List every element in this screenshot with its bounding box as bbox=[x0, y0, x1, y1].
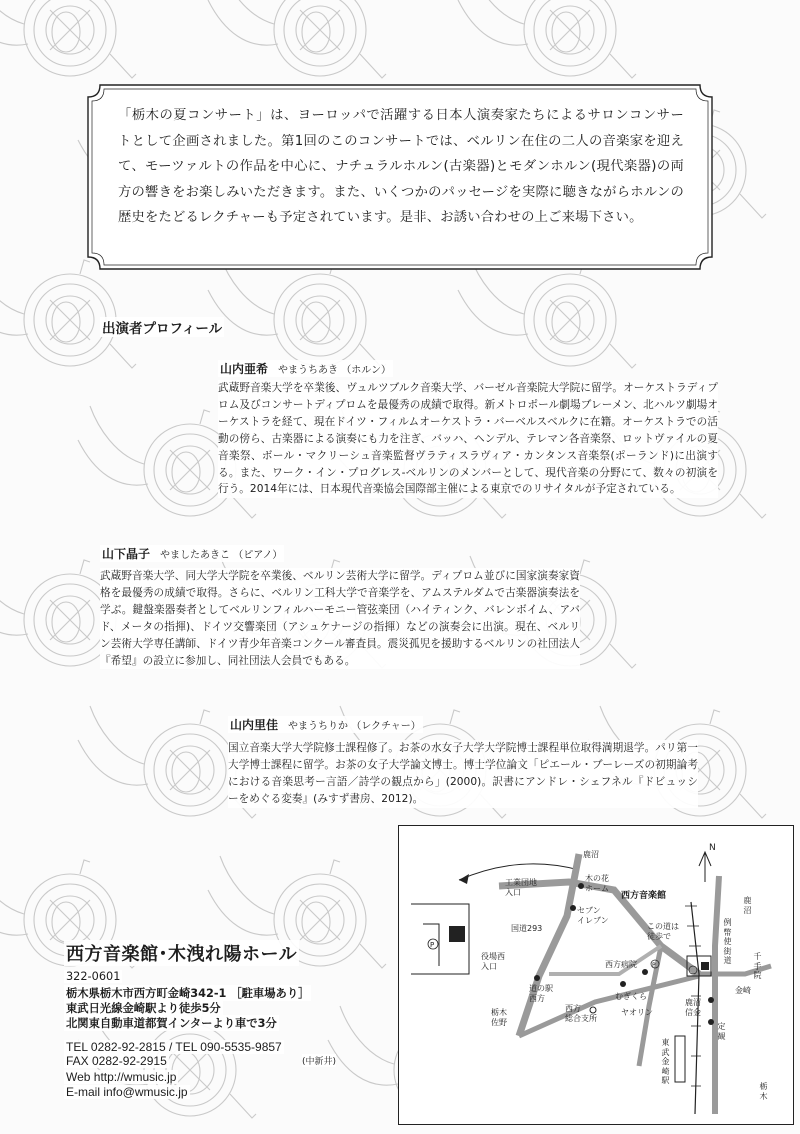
contact-tel: TEL 0282-92-2815 / TEL 090-5535-9857 bbox=[66, 1040, 282, 1054]
performer-name: 山内亜希 bbox=[220, 362, 269, 376]
venue-address: 栃木県栃木市西方町金崎342-1 ［駐車場あり］ bbox=[66, 987, 310, 1000]
venue-access-car: 北関東自動車道都賀インターより車で3分 bbox=[66, 1017, 277, 1030]
svg-text:P: P bbox=[652, 962, 656, 969]
map-label-konohana: 木の花 ホーム bbox=[585, 874, 609, 893]
map-label-chidori: 千手院 bbox=[753, 952, 762, 980]
map-label-nishikata-hospital: 西方病院 bbox=[605, 960, 637, 969]
performer-kana: やまうちあき （ホルン） bbox=[278, 365, 391, 376]
map-label-nishikata-shisho: 西方 総合支所 bbox=[565, 1004, 597, 1023]
map-label-kanuma-right: 鹿沼 bbox=[743, 896, 752, 915]
performer-name-piano bbox=[100, 545, 284, 562]
performer-bio-piano: 武蔵野音楽大学、同大学大学院を卒業後、ベルリン芸術大学に留学。ディプロム並びに国家演奏家資格を最優秀の成績で取得。さらに、ベルリン工科大学で音楽学を、アムステルダムで古楽器演奏法を学ぶ。鍵盤楽器奏者としてベルリンフィルハーモニー管弦楽団（ハイティンク、バレンボイム、アバド、メータの指揮)、ドイツ交響楽団（アシュケナージの指揮）などの演奏会に出演。現在、ベルリン芸術大学専任講師、ドイツ青少年音楽コンクール審査員。震災孤児を援助するベルリンの社団法人『希望』の設立に参加し、同社団法人会員でもある。 bbox=[100, 568, 580, 669]
map-label-kanuma-shinkin: 鹿沼 信金 bbox=[685, 998, 701, 1017]
performer-name: 山下晶子 bbox=[102, 547, 151, 561]
map-label-tochigi-sano: 栃木 佐野 bbox=[491, 1008, 507, 1027]
map-label-mugikura: むぎくら bbox=[615, 992, 647, 1001]
map-label-tochigi-bottom: 栃木 bbox=[759, 1082, 768, 1101]
profiles-heading: 出演者プロフィール bbox=[100, 317, 224, 337]
venue-access-train: 東武日光線金崎駅より徒歩5分 bbox=[66, 1002, 221, 1015]
map-label-teiginkan: 定観 bbox=[717, 1022, 726, 1041]
map-label-walk-note: この道は 徒歩で bbox=[647, 922, 679, 941]
performer-name: 山内里佳 bbox=[230, 718, 279, 732]
map-label-kanuma-top: 鹿沼 bbox=[583, 850, 599, 859]
performer-name-lecture bbox=[228, 716, 423, 733]
contact-email[interactable]: E-mail info@wmusic.jp bbox=[66, 1085, 188, 1099]
map-label-venue: 西方音楽館 bbox=[621, 891, 667, 901]
map-label-kanasaki: 金崎 bbox=[735, 986, 751, 995]
performer-name-horn bbox=[218, 360, 393, 377]
map-label-yakuba-nishi: 役場西 入口 bbox=[481, 952, 505, 971]
map-north-label: N bbox=[709, 843, 716, 853]
contact-fax: FAX 0282-92-2915 bbox=[66, 1054, 167, 1068]
map-label-seven: セブン イレブン bbox=[577, 906, 609, 925]
performer-bio-horn: 武蔵野音楽大学を卒業後、ヴュルツブルク音楽大学、バーゼル音楽院大学院に留学。オーケストラディプロム及びコンサートディプロムを最優秀の成績で取得。新メトロポール劇場ブレーメン、北ハルツ劇場オーケストラを経て、現在ドイツ・フィルムオーケストラ・バーベルスベルクに在籍。オーケストラでの活動の傍ら、古楽器による演奏にも力を注ぎ、バッハ、ヘンデル、テレマン各音楽祭、ロットヴァイルの夏音楽祭、ボール・マクリーシュ音楽監督ヴラティスラヴィア・カンタンス音楽祭(ポーランド)に出演する。また、ワーク・イン・プログレス-ベルリンのメンバーとして、現代音楽の分野にて、数々の初演を行う。2014年には、日本現代音楽協会国際部主催による東京でのリサイタルが予定されている。 bbox=[218, 380, 718, 498]
performer-kana: やましたあきこ （ピアノ） bbox=[160, 550, 283, 561]
venue-postal: 322-0601 bbox=[66, 970, 121, 983]
performer-bio-lecture: 国立音楽大学大学院修士課程修了。お茶の水女子大学大学院博士課程単位取得満期退学。パリ第一大学博士課程に留学。お茶の女子大学論文博士。博士学位論文「ピエール・ブーレーズの初期論考における音楽思考ー言語／詩学の観点から」(2000)。訳書にアンドレ・シェフネル『ドビュッシーをめぐる変奏』(みすず書房、2012)。 bbox=[228, 740, 698, 808]
svg-text:P: P bbox=[430, 941, 435, 949]
map-label-route293: 国道293 bbox=[511, 924, 543, 933]
contact-web[interactable]: Web http://wmusic.jp bbox=[66, 1070, 177, 1084]
map-drawing bbox=[399, 826, 793, 1124]
map-label-violin: ヤオリン bbox=[621, 1008, 653, 1017]
map-label-rei-heishi: 例幣使街道 bbox=[723, 918, 732, 965]
contact-note: (中新井) bbox=[302, 1054, 336, 1067]
performer-kana: やまうちりか （レクチャー） bbox=[288, 721, 421, 732]
map-label-kogyo-danchi: 工業団地 入口 bbox=[505, 878, 537, 897]
access-map bbox=[398, 825, 794, 1125]
map-label-tobu-kanasaki: 東武金崎駅 bbox=[661, 1038, 670, 1085]
venue-title: 西方音楽館･木洩れ陽ホール bbox=[64, 940, 299, 966]
intro-paragraph: 「栃木の夏コンサート」は、ヨーロッパで活躍する日本人演奏家たちによるサロンコンサートとして企画されました。第1回のこのコンサートでは、ベルリン在住の二人の音楽家を迎えて、モーツァルトの作品を中心に、ナチュラルホルン(古楽器)とモダンホルン(現代楽器)の両方の響きをお楽しみいただきます。また、いくつかのパッセージを実際に聴きながらホルンの歴史をたどるレクチャーも予定されています。是非、お誘い合わせの上ご来場下さい。 bbox=[118, 103, 684, 231]
map-label-michinoeki: 道の駅 西方 bbox=[529, 984, 553, 1003]
